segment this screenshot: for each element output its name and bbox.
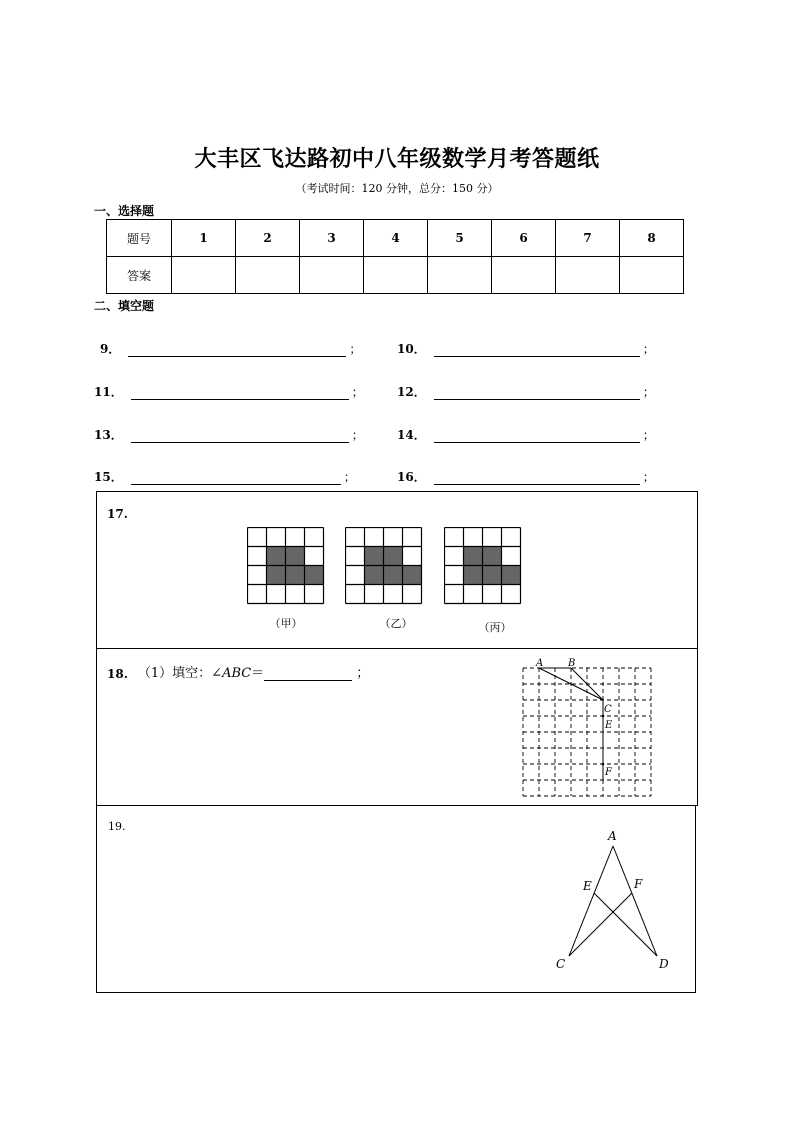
grid-figure-bing xyxy=(444,527,522,605)
question-number-row xyxy=(107,220,684,257)
blank-item-10 xyxy=(397,340,655,357)
q18-label: 18. xyxy=(107,667,128,681)
blank-number: 10． xyxy=(397,342,426,356)
q18-separator: ； xyxy=(356,666,370,681)
caption-bing: （丙） xyxy=(478,621,512,634)
question-number: 4 xyxy=(364,220,428,257)
angle-symbol: ∠ xyxy=(211,666,223,681)
blank-number: 16． xyxy=(397,470,426,484)
point-label-a: A xyxy=(608,829,617,843)
blank-line[interactable] xyxy=(434,428,640,443)
q18-instruction: （1）填空： xyxy=(137,666,212,681)
blank-separator: ； xyxy=(343,470,356,484)
blank-separator: ； xyxy=(351,385,364,399)
blank-number: 15． xyxy=(94,470,123,484)
blank-line[interactable] xyxy=(131,428,349,443)
question-number: 6 xyxy=(492,220,556,257)
section-choice-heading: 一、选择题 xyxy=(94,204,155,218)
blank-separator: ； xyxy=(349,342,362,356)
point-label-e: E xyxy=(583,879,592,893)
question-number: 7 xyxy=(556,220,620,257)
question-number: 1 xyxy=(172,220,236,257)
blank-item-15 xyxy=(94,468,356,485)
blank-item-14 xyxy=(397,426,655,443)
question-number: 2 xyxy=(236,220,300,257)
blank-line[interactable] xyxy=(131,470,341,485)
blank-line[interactable] xyxy=(434,470,640,485)
blank-number: 9． xyxy=(100,342,121,356)
angle-answer-blank[interactable] xyxy=(264,666,352,681)
answer-cell[interactable] xyxy=(556,257,620,294)
grid-figure-jia xyxy=(247,527,325,605)
point-label-a: A xyxy=(536,658,544,669)
point-label-f: F xyxy=(605,767,612,778)
question-number: 5 xyxy=(428,220,492,257)
equals-sign: ＝ xyxy=(251,666,265,681)
blank-item-16 xyxy=(397,468,655,485)
caption-jia: （甲） xyxy=(269,617,303,630)
blank-item-9 xyxy=(100,340,361,357)
question-number: 8 xyxy=(620,220,684,257)
exam-info: （考试时间：120 分钟，总分：150 分） xyxy=(295,182,499,195)
blank-number: 13． xyxy=(94,428,123,442)
blank-line[interactable] xyxy=(434,342,640,357)
point-label-c: C xyxy=(556,957,566,971)
answer-cell[interactable] xyxy=(172,257,236,294)
blank-line[interactable] xyxy=(434,385,640,400)
blank-number: 14． xyxy=(397,428,426,442)
point-label-e: E xyxy=(605,720,613,731)
answer-cell[interactable] xyxy=(620,257,684,294)
q17-label: 17. xyxy=(107,507,128,521)
blank-item-13 xyxy=(94,426,364,443)
choice-answer-table xyxy=(106,219,684,294)
blank-separator: ； xyxy=(642,470,655,484)
answer-cell[interactable] xyxy=(492,257,556,294)
answer-cell[interactable] xyxy=(236,257,300,294)
blank-item-11 xyxy=(94,383,364,400)
point-label-d: D xyxy=(659,957,669,971)
blank-item-12 xyxy=(397,383,655,400)
grid-figure-yi xyxy=(345,527,423,605)
blank-number: 11． xyxy=(94,385,123,399)
answer-cell[interactable] xyxy=(364,257,428,294)
caption-yi: （乙） xyxy=(379,617,413,630)
q18-prompt xyxy=(107,662,369,681)
blank-line[interactable] xyxy=(131,385,349,400)
point-label-f: F xyxy=(634,877,643,891)
section-fill-heading: 二、填空题 xyxy=(94,299,155,313)
point-label-b: B xyxy=(568,658,576,669)
question-number-header: 题号 xyxy=(107,220,172,257)
blank-number: 12． xyxy=(397,385,426,399)
page-title: 大丰区飞达路初中八年级数学月考答题纸 xyxy=(194,147,600,172)
question-number: 3 xyxy=(300,220,364,257)
blank-separator: ； xyxy=(642,428,655,442)
blank-separator: ； xyxy=(351,428,364,442)
answer-cell[interactable] xyxy=(300,257,364,294)
answer-cell[interactable] xyxy=(428,257,492,294)
q19-triangle-figure xyxy=(552,826,677,976)
angle-name: ABC xyxy=(222,666,252,681)
blank-line[interactable] xyxy=(128,342,346,357)
answer-header: 答案 xyxy=(107,257,172,294)
q18-dashed-grid-figure xyxy=(520,656,655,798)
point-label-c: C xyxy=(604,704,612,715)
answer-row xyxy=(107,257,684,294)
blank-separator: ； xyxy=(642,385,655,399)
q19-label: 19. xyxy=(108,820,126,833)
blank-separator: ； xyxy=(642,342,655,356)
